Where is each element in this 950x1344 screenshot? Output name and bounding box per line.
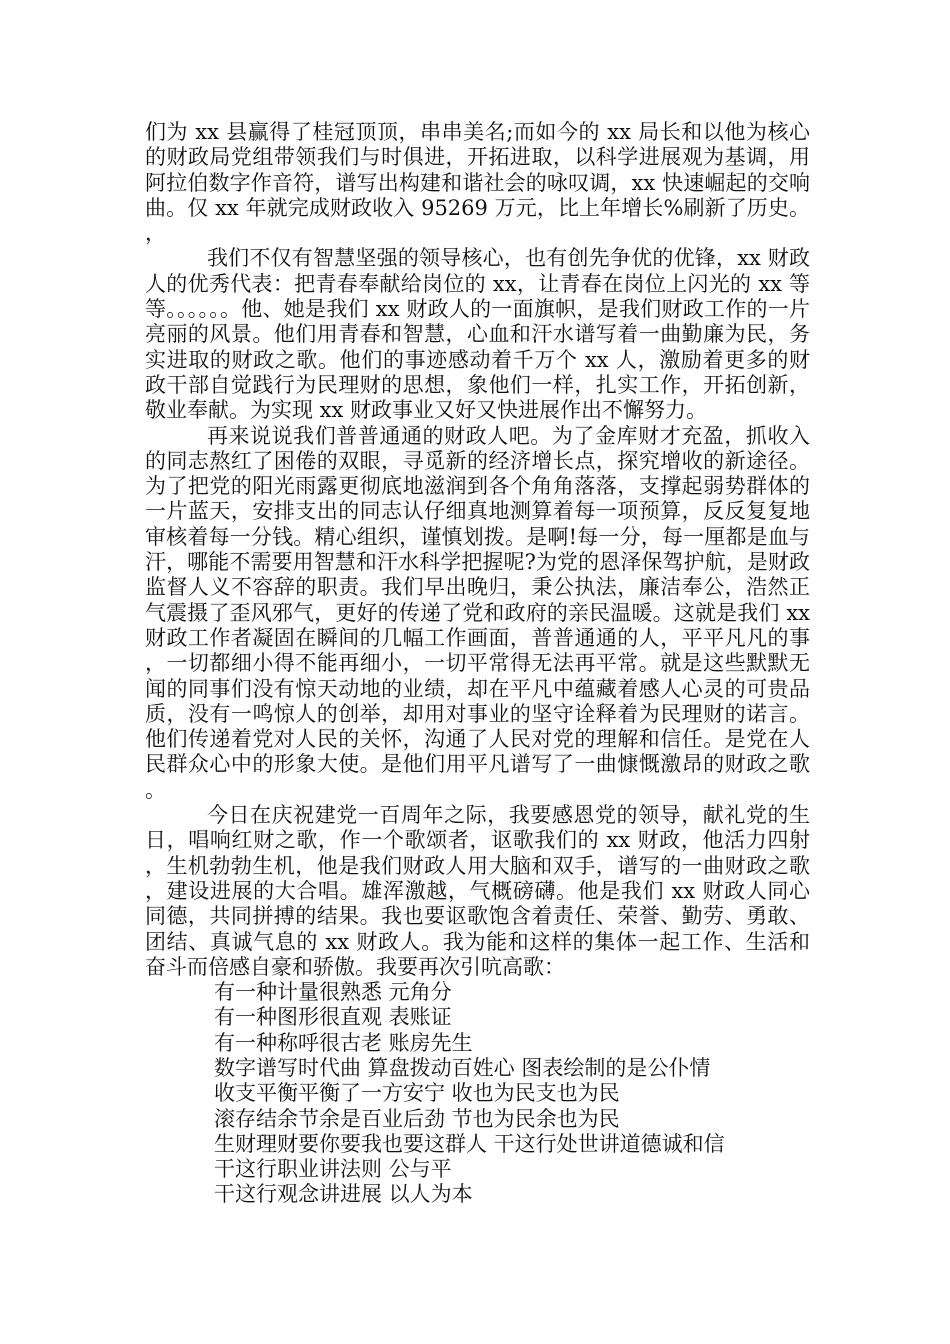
verse-line: 有一种计量很熟悉 元角分: [214, 980, 452, 1005]
verse-line: 生财理财要你要我也要这群人 干这行处世讲道德诚和信: [214, 1131, 725, 1156]
verse-line: 有一种图形很直观 表账证: [214, 1005, 452, 1030]
verse-line: 收支平衡平衡了一方安宁 收也为民支也为民: [214, 1081, 620, 1106]
paragraph: 我们不仅有智慧坚强的领导核心，也有创先争优的优锋，xx 财政人的优秀代表：把青春奉献给岗位的 xx，让青春在岗位上闪光的 xx 等等。。。。。。他、她是我们 xx 财政人的一面旗帜，是我们财政工作的一片亮丽的风景。他们用青春和智慧，心血和汗水谱写着一曲勤廉为民，务实进取的财政之歌。他们的事迹感动着千万个 xx 人，激励着更多的财政干部自觉践行为民理财的思想，象他们一样，扎实工作，开拓创新，敬业奉献。为实现 xx 财政事业又好又快进展作出不懈努力。: [145, 246, 810, 423]
paragraph: 再来说说我们普普通通的财政人吧。为了金库财才充盈，抓收入的同志熬红了困倦的双眼，寻觅新的经济增长点，探究增收的新途径。为了把党的阳光雨露更彻底地滋润到各个角角落落，支撑起弱势群体的一片蓝天，安排支出的同志认仔细真地测算着每一项预算，反反复复地审核着每一分钱。精心组织，谨慎划拨。是啊!每一分，每一厘都是血与汗，哪能不需要用智慧和汗水科学把握呢?为党的恩泽保驾护航，是财政监督人义不容辞的职责。我们早出晚归，秉公执法，廉洁奉公，浩然正气震摄了歪风邪气，更好的传递了党和政府的亲民温暖。这就是我们 xx 财政工作者凝固在瞬间的几幅工作画面，普普通通的人，平平凡凡的事，一切都细小得不能再细小，一切平常得无法再平常。就是这些默默无闻的同事们没有惊天动地的业绩，却在平凡中蕴藏着感人心灵的可贵品质，没有一鸣惊人的创举，却用对事业的坚守诠释着为民理财的诺言。他们传递着党对人民的关怀，沟通了人民对党的理解和信任。是党在人民群众心中的形象大使。是他们用平凡谱写了一曲慷慨激昂的财政之歌。: [145, 423, 810, 802]
paragraph: 今日在庆祝建党一百周年之际，我要感恩党的领导，献礼党的生日，唱响红财之歌，作一个歌颂者，讴歌我们的 xx 财政，他活力四射，生机勃勃生机，他是我们财政人用大脑和双手，谱写的一曲财政之歌，建设进展的大合唱。雄浑激越，气概磅礴。他是我们 xx 财政人同心同德，共同拼搏的结果。我也要讴歌饱含着责任、荣誉、勤劳、勇敢、团结、真诚气息的 xx 财政人。我为能和这样的集体一起工作、生活和奋斗而倍感自豪和骄傲。我要再次引吭高歌：: [145, 803, 810, 979]
verse-line: 干这行职业讲法则 公与平: [214, 1157, 452, 1182]
verse-line: 有一种称呼很古老 账房先生: [214, 1030, 473, 1055]
verse-line: 干这行观念讲进展 以人为本: [214, 1182, 473, 1207]
paragraph: 们为 xx 县赢得了桂冠顶顶，串串美名;而如今的 xx 局长和以他为核心的财政局党组带领我们与时俱进，开拓进取，以科学进展观为基调，用阿拉伯数字作音符，谱写出构建和谐社会的咏叹调，xx 快速崛起的交响曲。仅 xx 年就完成财政收入 95269 万元，比上年增长%刷新了历史。 ，: [145, 120, 810, 246]
verse-line: 数字谱写时代曲 算盘拨动百姓心 图表绘制的是公仆情: [214, 1055, 711, 1080]
document-page: [145, 120, 810, 1208]
verse-line: 滚存结余节余是百业后劲 节也为民余也为民: [214, 1106, 620, 1131]
